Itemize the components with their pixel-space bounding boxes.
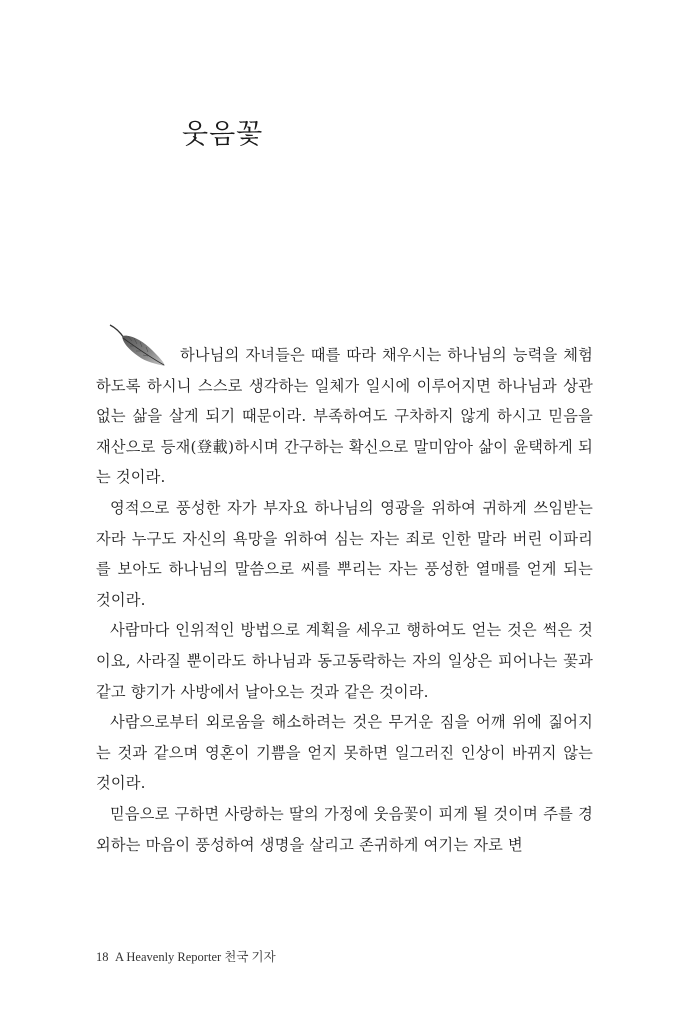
page-number: 18 — [96, 950, 109, 964]
body-text — [96, 340, 593, 860]
page-title: 웃음꽃 — [182, 119, 264, 150]
book-title: A Heavenly Reporter 천국 기자 — [114, 950, 276, 964]
page-footer — [96, 947, 280, 965]
paragraph-2: 영적으로 풍성한 자가 부자요 하나님의 영광을 위하여 귀하게 쓰임받는 자라 누구도 자신의 욕망을 위하여 심는 자는 죄로 인한 말라 버린 이파리를 보아도 하나님의 말씀으로 씨를 뿌리는 자는 풍성한 열매를 얻게 되는 것이라. — [96, 498, 593, 609]
paragraph-3: 사람마다 인위적인 방법으로 계획을 세우고 행하여도 얻는 것은 썩은 것이요, 사라질 뿐이라도 하나님과 동고동락하는 자의 일상은 피어나는 꽃과 같고 향기가 사방에서 날아오는 것과 같은 것이라. — [96, 621, 593, 701]
paragraph-5: 믿음으로 구하면 사랑하는 딸의 가정에 웃음꽃이 피게 될 것이며 주를 경외하는 마음이 풍성하여 생명을 살리고 존귀하게 여기는 자로 변 — [96, 804, 593, 854]
paragraph-4: 사람으로부터 외로움을 해소하려는 것은 무거운 짐을 어깨 위에 짊어지는 것과 같으며 영혼이 기쁨을 얻지 못하면 일그러진 인상이 바뀌지 않는 것이라. — [96, 713, 593, 793]
paragraph-1: 하나님의 자녀들은 때를 따라 채우시는 하나님의 능력을 체험하도록 하시니 스스로 생각하는 일체가 일시에 이루어지면 하나님과 상관없는 삶을 살게 되기 때문이라. 부족하여도 구차하지 않게 하시고 믿음을 재산으로 등재(登載)하시며 간구하는 확신으로 말미암아 삶이 윤택하게 되는 것이라. — [96, 346, 593, 487]
